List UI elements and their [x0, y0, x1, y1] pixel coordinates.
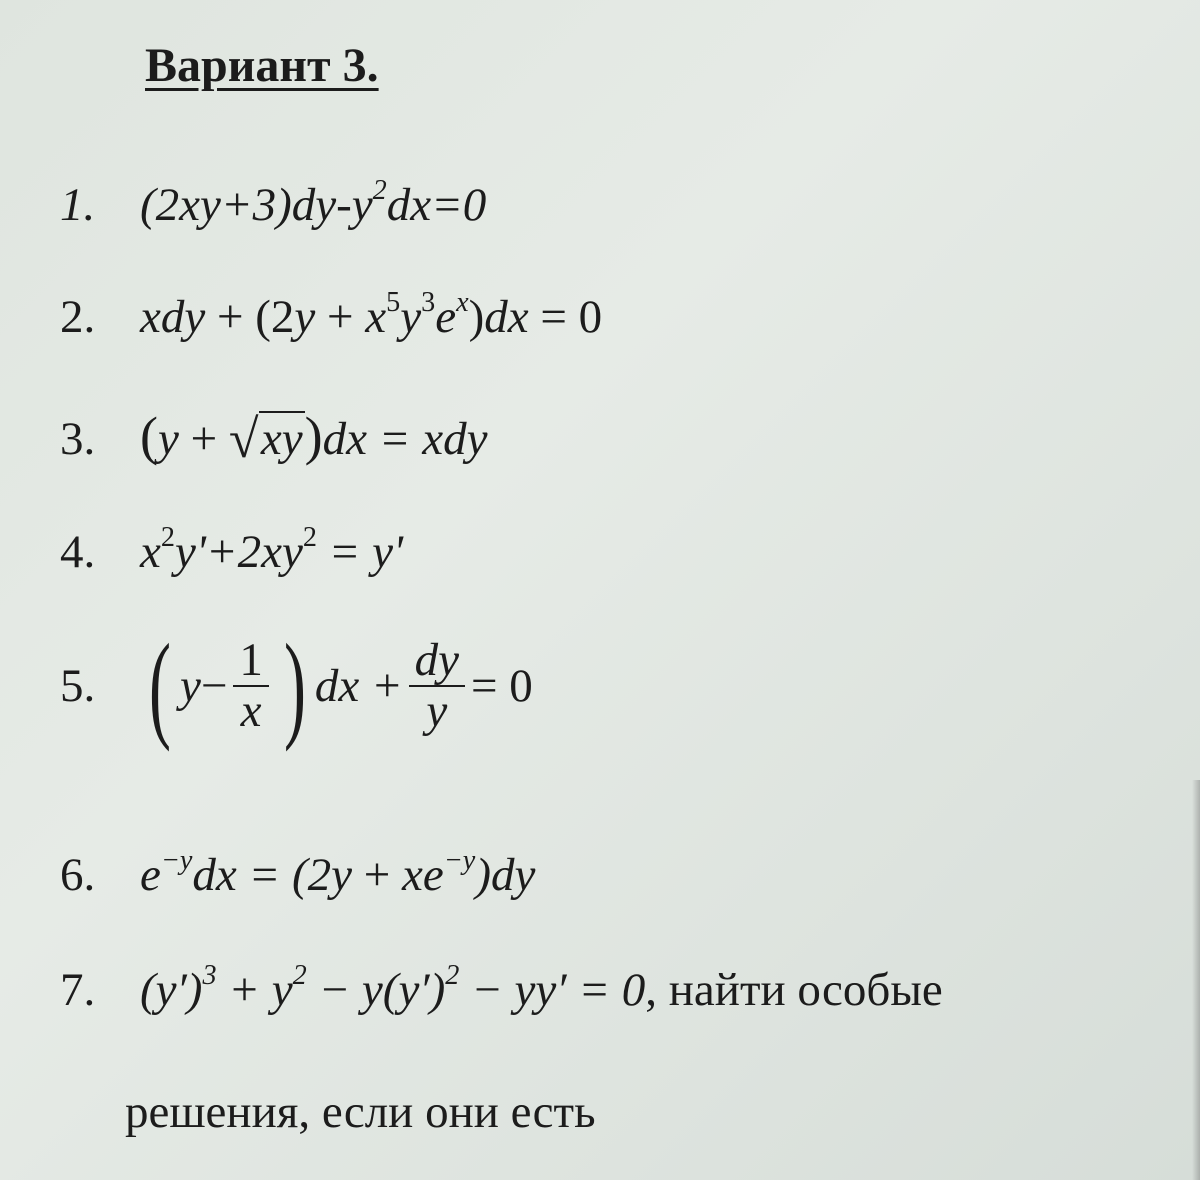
- right-paren: ): [283, 619, 306, 752]
- numerator: dy: [409, 636, 465, 687]
- left-paren: (: [140, 406, 158, 466]
- equation-part: dx +: [314, 660, 403, 712]
- radicand: xy: [260, 413, 303, 465]
- problem-2: [60, 286, 603, 344]
- problem-number: 5.: [60, 660, 96, 712]
- problem-number: 6.: [60, 849, 96, 901]
- equation-part: +: [315, 291, 366, 343]
- problem-6: [60, 844, 536, 902]
- equation-part: + (2: [205, 291, 295, 343]
- exponent: 2: [292, 959, 307, 991]
- equation-part: dx = xdy: [322, 413, 488, 465]
- equation-part: = 0: [528, 291, 603, 343]
- equation-part: dx: [484, 291, 529, 343]
- equation-part: )dy: [475, 849, 536, 901]
- equation: [140, 844, 536, 901]
- equation-part: y: [158, 413, 179, 465]
- exponent: 2: [445, 959, 460, 991]
- equation-part: +: [352, 849, 403, 901]
- equation-part: (y′): [140, 964, 203, 1016]
- equation: [140, 406, 488, 469]
- equation: [140, 521, 404, 578]
- equation-part: = 0: [471, 660, 533, 712]
- equation-part: dx=0: [386, 179, 487, 231]
- exponent: 2: [160, 521, 175, 553]
- problem-3: [60, 405, 487, 467]
- equation-part: e: [140, 849, 161, 901]
- equation-part: y: [179, 660, 201, 712]
- exponent: 3: [421, 286, 436, 318]
- exponent: 3: [202, 959, 217, 991]
- problem-1: [60, 174, 487, 232]
- exponent: −y: [160, 844, 193, 876]
- equation: [140, 959, 646, 1016]
- equation-part: (2xy+3)dy-y: [140, 179, 373, 231]
- problem-7-instruction: , найти особые: [645, 964, 943, 1016]
- equation-part: x: [140, 526, 161, 578]
- equation-part: y: [294, 291, 316, 343]
- denominator: y: [426, 685, 448, 737]
- problem-number: 1.: [60, 179, 96, 231]
- fraction: [233, 633, 269, 737]
- problem-5: [60, 619, 533, 752]
- equation-part: y: [400, 291, 422, 343]
- problem-number: 4.: [60, 526, 96, 578]
- equation-part: xdy: [140, 291, 206, 343]
- equation-part: xe: [402, 849, 444, 901]
- equation-part: = y': [316, 526, 404, 578]
- right-paren: ): [304, 406, 323, 466]
- exponent: 2: [302, 521, 317, 553]
- numerator: 1: [233, 636, 269, 687]
- equation-part: y'+2xy: [174, 526, 303, 578]
- equation-part: +: [178, 413, 229, 465]
- exponent: x: [456, 286, 469, 318]
- equation-part: − yy′ = 0: [459, 964, 646, 1016]
- equation-part: x: [365, 291, 387, 343]
- problem-7-instruction-cont: решения, если они есть: [125, 1086, 596, 1138]
- equation-part: −: [200, 660, 228, 712]
- equation-part: + y: [216, 964, 293, 1016]
- equation-part: e: [435, 291, 457, 343]
- exponent: 5: [386, 286, 401, 318]
- problem-number: 2.: [60, 291, 96, 343]
- problem-4: [60, 521, 404, 579]
- equation-part: ): [468, 291, 485, 343]
- problem-7: [60, 959, 943, 1017]
- fraction: [409, 633, 465, 737]
- denominator: x: [240, 685, 262, 737]
- equation: [140, 286, 603, 343]
- equation: [140, 174, 487, 231]
- square-root: [228, 409, 305, 469]
- problem-number: 3.: [60, 413, 96, 465]
- left-paren: (: [148, 619, 171, 752]
- variant-title: Вариант 3.: [145, 39, 379, 92]
- problem-number: 7.: [60, 964, 96, 1016]
- equation-part: dx = (2: [192, 849, 332, 901]
- radical-sign: √: [228, 409, 259, 469]
- exponent: −y: [443, 844, 476, 876]
- equation-part: − y(y′): [306, 964, 446, 1016]
- exponent: 2: [372, 174, 387, 206]
- page-edge-shadow: [1192, 780, 1200, 1180]
- equation-part: y: [331, 849, 353, 901]
